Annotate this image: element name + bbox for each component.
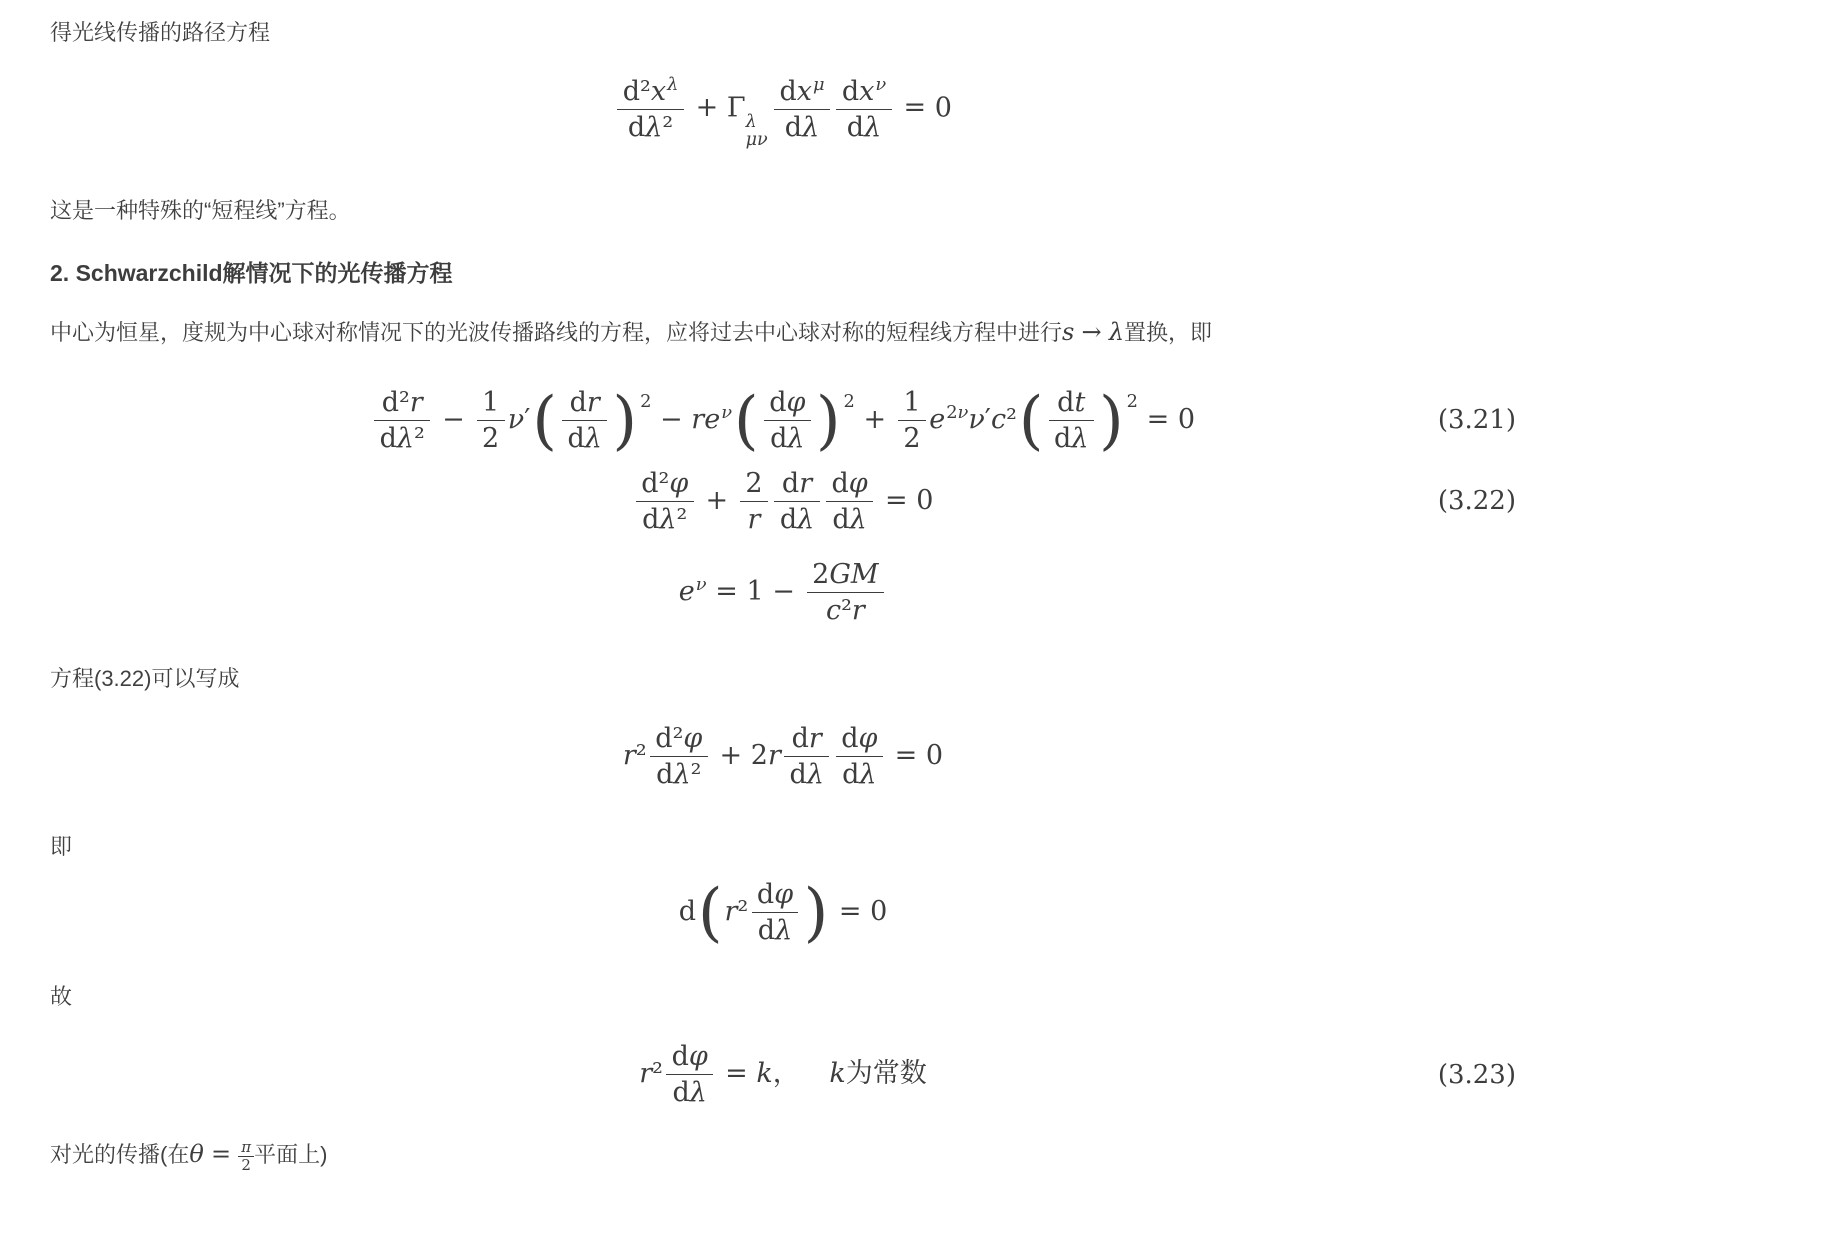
math-variable: φ: [858, 723, 878, 755]
math-variable: ν: [721, 402, 733, 424]
denominator: [650, 756, 708, 790]
math-superscript: [813, 74, 825, 95]
numerator: [666, 1041, 713, 1074]
math-variable: ν: [968, 403, 985, 435]
big-delimiter: (: [697, 875, 723, 949]
math-text: d: [781, 467, 800, 499]
math-fraction: [764, 387, 811, 454]
numerator: [836, 75, 891, 109]
math-operator: +: [719, 740, 743, 772]
math-row: [633, 468, 934, 535]
numerator: [764, 387, 811, 420]
math-text: d: [831, 467, 849, 499]
math-fraction: [784, 723, 829, 790]
math-variable: φ: [683, 723, 703, 755]
math-text: Γ: [726, 92, 746, 124]
math-fraction: [807, 559, 884, 626]
math-text: 0: [916, 484, 934, 516]
big-delimiter: ): [1098, 382, 1124, 457]
equation-rewritten: [50, 723, 1516, 790]
denominator: [374, 420, 430, 454]
inline-fraction-pi-over-2: [238, 1139, 254, 1175]
math-text: ²: [737, 896, 749, 928]
math-operator: =: [725, 1058, 748, 1090]
equation-3-23: [50, 1041, 1516, 1108]
math-variable: r: [691, 403, 705, 435]
math-variable: φ: [848, 467, 868, 499]
math-variable: λ: [673, 759, 691, 791]
math-superscript: [667, 74, 678, 95]
math-text: 0: [870, 896, 888, 928]
math-fraction: [477, 387, 505, 454]
math-expression: [678, 875, 888, 949]
math-text: d: [642, 503, 660, 535]
math-variable: t: [1074, 386, 1086, 418]
math-variable: r: [622, 740, 636, 772]
denominator: [826, 501, 873, 535]
numerator: [617, 75, 683, 109]
math-variable: c: [990, 403, 1007, 435]
math-text: 2: [812, 559, 830, 590]
math-text: d: [769, 386, 787, 418]
math-variable: c: [825, 595, 842, 627]
math-text: d: [672, 1077, 690, 1109]
denominator: [774, 501, 819, 535]
math-text: ²: [635, 740, 647, 772]
math-text: ²: [662, 111, 674, 143]
math-text: ′: [524, 403, 531, 435]
math-operator: =: [838, 896, 862, 928]
text-run: 对光的传播(在: [50, 1142, 190, 1168]
denominator: [617, 109, 683, 143]
text-run: 平面上): [254, 1142, 328, 1168]
math-text: d: [757, 915, 776, 947]
math-variable: x: [796, 75, 812, 107]
math-text: ²: [652, 1058, 663, 1090]
math-variable: λ: [787, 422, 805, 454]
math-variable: r: [409, 386, 423, 418]
math-expression: [679, 559, 887, 626]
math-variable: λ: [745, 111, 757, 132]
math-text: d: [656, 759, 674, 791]
math-text: d: [842, 759, 860, 791]
math-fraction: [650, 723, 708, 790]
math-text: ，: [772, 1058, 800, 1090]
math-text: 2: [843, 391, 855, 413]
math-supsub: [746, 113, 768, 150]
math-text: ²: [690, 759, 702, 791]
inline-math-s: s: [1062, 317, 1075, 346]
denominator: [898, 420, 926, 454]
denominator: [836, 109, 891, 143]
math-fraction: [836, 723, 883, 790]
math-variable: k: [829, 1058, 846, 1090]
math-text: d: [846, 111, 865, 143]
math-variable: e: [678, 576, 695, 608]
math-text: 2: [745, 467, 763, 499]
numerator: [774, 468, 819, 501]
equation-number: (3.23): [1437, 1059, 1516, 1090]
equation-number: (3.22): [1437, 486, 1516, 517]
paragraph-context: [50, 316, 1516, 349]
numerator: [740, 468, 768, 501]
math-variable: φ: [688, 1041, 708, 1073]
math-fraction: [1049, 387, 1094, 454]
numerator: [784, 723, 829, 756]
math-variable: r: [724, 896, 738, 928]
math-superscript: [946, 402, 968, 423]
math-variable: r: [767, 740, 781, 772]
math-operator: −: [660, 403, 683, 435]
math-variable: λ: [849, 503, 867, 535]
big-delimiter: ): [815, 382, 841, 457]
math-row: [678, 875, 888, 949]
math-superscript: [1127, 391, 1138, 412]
equation-3-21: [50, 382, 1516, 457]
math-expression: [371, 382, 1196, 457]
math-operator: =: [894, 740, 918, 772]
math-variable: λ: [859, 759, 877, 791]
math-variable: φ: [669, 467, 689, 499]
math-variable: e: [704, 403, 721, 435]
math-operator: −: [772, 576, 795, 608]
math-operator: =: [903, 92, 927, 124]
numerator: [650, 723, 708, 756]
math-text: d: [770, 422, 788, 454]
text-run: 置换，即: [1124, 319, 1213, 345]
math-text: 1: [746, 576, 764, 608]
paragraph-therefore: 故: [50, 984, 73, 1010]
math-text: d: [671, 1041, 689, 1073]
math-text: d: [678, 896, 696, 928]
math-variable: ν: [507, 403, 525, 435]
denominator: [636, 501, 694, 535]
paragraph-rewrite: 方程(3.22)可以写成: [50, 666, 240, 692]
section-heading: 2. Schwarzchild解情况下的光传播方程: [50, 259, 453, 286]
math-text: d²: [381, 386, 410, 418]
math-operator: =: [1146, 403, 1170, 435]
paragraph-light-propagation: [50, 1138, 1516, 1174]
math-row: [614, 75, 952, 150]
math-fraction: [826, 468, 873, 535]
math-operator: +: [863, 403, 887, 435]
numerator: π: [241, 1137, 252, 1156]
math-variable: λ: [667, 74, 679, 95]
math-variable: r: [639, 1058, 653, 1090]
math-text: d: [841, 75, 860, 107]
math-variable: x: [650, 75, 667, 107]
denominator: [836, 756, 883, 790]
math-variable: λ: [659, 503, 677, 535]
math-variable: r: [747, 503, 761, 535]
math-text: d: [779, 503, 798, 535]
math-text: d: [784, 111, 803, 143]
math-fraction: [774, 468, 819, 535]
denominator: [752, 912, 799, 946]
math-row: [639, 1041, 927, 1108]
denominator: 2: [238, 1156, 254, 1174]
math-variable: φ: [774, 879, 794, 911]
math-operator: +: [705, 484, 729, 516]
denominator: [1049, 420, 1094, 454]
numerator: [374, 387, 430, 420]
math-text: ′: [984, 403, 991, 435]
math-variable: λ: [864, 111, 882, 143]
math-variable: r: [586, 386, 600, 418]
math-text: ²: [841, 595, 852, 627]
math-text: 0: [1177, 403, 1196, 435]
paragraph-namely: 即: [50, 834, 73, 860]
math-variable: φ: [786, 386, 806, 418]
math-variable: r: [851, 595, 865, 627]
math-text: d²: [641, 467, 670, 499]
math-variable: x: [859, 75, 875, 107]
math-variable: μν: [745, 130, 768, 151]
math-superscript: [721, 402, 732, 423]
math-expression: [639, 1041, 927, 1108]
numerator: [836, 723, 883, 756]
document-page: [50, 16, 1516, 1174]
math-variable: ν: [957, 402, 969, 424]
denominator: [740, 501, 768, 535]
numerator: [774, 75, 830, 109]
math-text: d: [379, 422, 397, 454]
equation-e-nu: [50, 559, 1516, 626]
math-text: d: [627, 111, 646, 143]
big-delimiter: (: [532, 382, 557, 457]
math-variable: λ: [689, 1077, 707, 1109]
denominator: [666, 1074, 713, 1108]
math-variable: e: [929, 403, 946, 435]
math-row: [679, 559, 887, 626]
math-superscript: [844, 391, 855, 412]
math-variable: λ: [802, 111, 820, 143]
math-text: 2: [903, 422, 921, 454]
math-text: d²: [622, 75, 651, 107]
math-variable: λ: [806, 759, 824, 791]
math-expression: [623, 723, 943, 790]
math-superscript: [875, 74, 886, 95]
math-text: ²: [414, 422, 425, 454]
math-row: [371, 382, 1196, 457]
math-expression: [633, 468, 934, 535]
math-text: 为常数: [845, 1058, 927, 1090]
numerator: [1049, 387, 1094, 420]
math-operator: −: [442, 403, 465, 435]
math-variable: r: [808, 723, 822, 755]
math-text: d: [841, 723, 859, 755]
inline-math-lambda: λ: [1108, 317, 1125, 346]
math-fraction: [774, 75, 830, 143]
denominator: [562, 420, 607, 454]
math-text: 2: [946, 402, 958, 424]
math-variable: μ: [812, 74, 825, 95]
equation-differential: [50, 875, 1516, 949]
big-delimiter: ): [803, 875, 829, 949]
equals-symbol: =: [210, 1140, 232, 1169]
math-fraction: [898, 387, 926, 454]
math-row: [623, 723, 943, 790]
math-variable: λ: [1071, 422, 1089, 454]
math-variable: λ: [797, 503, 815, 535]
math-text: ²: [1006, 403, 1017, 435]
math-text: d: [832, 503, 850, 535]
equation-number: (3.21): [1437, 405, 1516, 436]
math-fraction: [666, 1041, 713, 1108]
denominator: [764, 420, 811, 454]
math-text: 0: [934, 92, 952, 124]
math-variable: λ: [645, 111, 663, 143]
numerator: [477, 387, 505, 420]
numerator: [562, 387, 607, 420]
numerator: [636, 468, 694, 501]
math-text: d: [756, 879, 775, 911]
math-variable: k: [756, 1058, 773, 1090]
math-text: 2: [640, 391, 652, 413]
math-fraction: [836, 75, 891, 143]
paragraph-intro: 得光线传播的路径方程: [50, 20, 271, 45]
math-variable: ν: [875, 74, 887, 95]
math-operator: =: [715, 576, 738, 608]
inline-math-theta: θ: [189, 1140, 204, 1169]
subscript: [746, 131, 768, 149]
math-text: d: [791, 723, 809, 755]
math-operator: =: [884, 484, 908, 516]
equation-geodesic: [50, 75, 1516, 150]
denominator: [784, 756, 829, 790]
math-variable: r: [799, 467, 813, 499]
math-text: d: [569, 386, 587, 418]
big-delimiter: ): [612, 382, 638, 457]
math-text: d: [567, 422, 585, 454]
math-fraction: [562, 387, 607, 454]
math-fraction: [617, 75, 683, 143]
math-expression: [614, 75, 952, 150]
math-text: 2: [481, 422, 500, 454]
math-variable: λ: [396, 422, 414, 454]
math-text: 0: [925, 740, 944, 772]
denominator: [774, 109, 830, 143]
math-fraction: [740, 468, 768, 535]
big-delimiter: (: [733, 382, 759, 457]
math-text: d: [789, 759, 807, 791]
math-text: d: [779, 75, 797, 107]
math-variable: λ: [584, 422, 602, 454]
math-text: d²: [655, 723, 684, 755]
math-variable: λ: [775, 915, 793, 947]
math-variable: GM: [829, 559, 879, 590]
math-text: 2: [750, 740, 768, 772]
text-run: 中心为恒星，度规为中心球对称情况下的光波传播路线的方程，应将过去中心球对称的短程线方程中进行: [50, 319, 1063, 345]
math-variable: ν: [695, 574, 707, 596]
math-fraction: [752, 879, 799, 946]
math-text: 1: [903, 386, 921, 418]
denominator: [477, 420, 505, 454]
numerator: [807, 559, 884, 592]
arrow-symbol: →: [1081, 317, 1102, 346]
superscript: [746, 113, 757, 131]
denominator: [807, 592, 884, 626]
math-text: d: [1054, 422, 1072, 454]
numerator: [898, 387, 926, 420]
math-text: d: [1057, 386, 1075, 418]
numerator: [752, 879, 799, 912]
paragraph-geodesic-note: 这是一种特殊的“短程线”方程。: [50, 197, 351, 223]
math-text: ²: [676, 503, 688, 535]
math-text: 2: [1126, 391, 1138, 413]
math-fraction: [374, 387, 430, 454]
math-fraction: [636, 468, 694, 535]
numerator: [826, 468, 873, 501]
math-superscript: [696, 574, 707, 595]
math-text: 1: [481, 386, 500, 418]
equation-3-22: [50, 468, 1516, 535]
big-delimiter: (: [1018, 382, 1044, 457]
math-operator: +: [695, 92, 719, 124]
math-superscript: [640, 391, 651, 412]
